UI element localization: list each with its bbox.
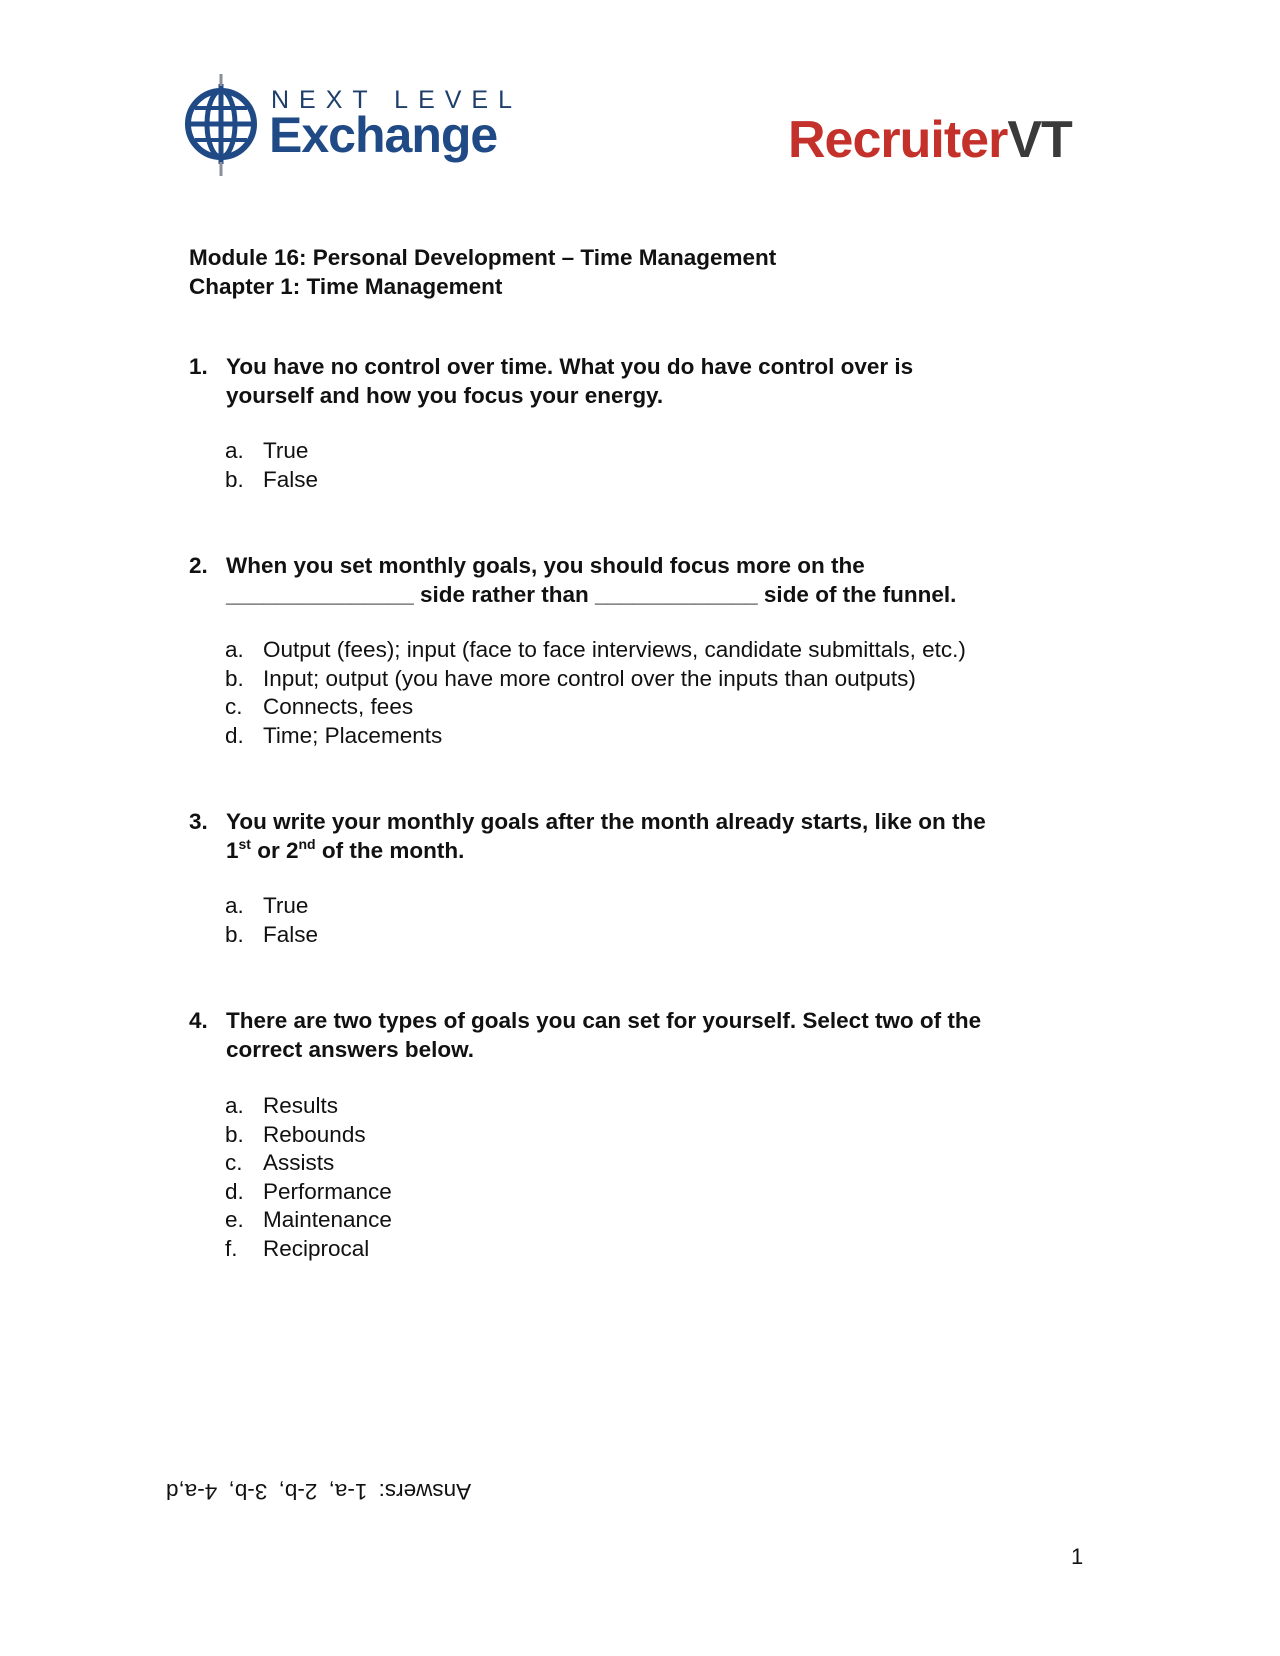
- question-number: 1.: [189, 354, 208, 379]
- option-item: a. True: [225, 893, 309, 918]
- option-item: a. True: [225, 438, 309, 463]
- page-number: 1: [1071, 1544, 1084, 1569]
- option-item: b. Rebounds: [225, 1121, 366, 1147]
- document-heading: [189, 243, 776, 301]
- question-number: 2.: [189, 553, 208, 578]
- question-text-line: _______________ side rather than _____________ side of the funnel.: [226, 582, 957, 607]
- answer-key-upside-down: Answers: 1-a, 2-b, 3-b, 4-a,d: [166, 1479, 472, 1504]
- option-item: e. Maintenance: [225, 1207, 392, 1232]
- option-item: a. Results: [225, 1093, 339, 1118]
- option-item: b. False: [225, 921, 319, 947]
- question-text-line: You write your monthly goals after the month already starts, like on the: [226, 809, 986, 834]
- question-3: [189, 807, 1089, 865]
- chapter-title: Chapter 1: Time Management: [189, 274, 503, 299]
- option-item: f. Reciprocal: [225, 1235, 370, 1261]
- next-level-exchange-logo: [183, 72, 523, 182]
- question-text-line: yourself and how you focus your energy.: [226, 383, 664, 408]
- question-number: 4.: [189, 1008, 208, 1033]
- question-number: 3.: [189, 809, 208, 834]
- option-item: c. Connects, fees: [225, 694, 414, 719]
- logo-recruiter-text: Recruiter: [788, 111, 1008, 169]
- recruitervt-logo: [788, 110, 1072, 170]
- question-text-line: 1st or 2nd of the month.: [226, 836, 465, 863]
- logo-vt-text: VT: [1007, 111, 1072, 169]
- logo-tagline: NEXT LEVEL: [271, 86, 523, 114]
- question-1-options: [225, 437, 318, 494]
- question-1: [189, 352, 1089, 410]
- module-title: Module 16: Personal Development – Time Management: [189, 245, 777, 270]
- option-item: d. Performance: [225, 1178, 392, 1204]
- question-text-line: correct answers below.: [226, 1037, 475, 1062]
- question-4-options: [225, 1092, 392, 1263]
- question-2: [189, 551, 1089, 609]
- option-item: a. Output (fees); input (face to face interviews, candidate submittals, etc.): [225, 637, 966, 662]
- logo-wordmark: Exchange: [269, 107, 498, 163]
- option-item: b. Input; output (you have more control over the inputs than outputs): [225, 665, 916, 691]
- globe-icon: [183, 72, 263, 182]
- question-text-line: There are two types of goals you can set for yourself. Select two of the: [226, 1008, 982, 1033]
- option-item: b. False: [225, 466, 319, 492]
- question-2-options: [225, 636, 966, 750]
- question-text-line: When you set monthly goals, you should focus more on the: [226, 553, 865, 578]
- question-3-options: [225, 892, 318, 949]
- question-text-line: You have no control over time. What you do have control over is: [226, 354, 914, 379]
- option-item: c. Assists: [225, 1150, 335, 1175]
- option-item: d. Time; Placements: [225, 722, 443, 748]
- question-4: [189, 1006, 1089, 1064]
